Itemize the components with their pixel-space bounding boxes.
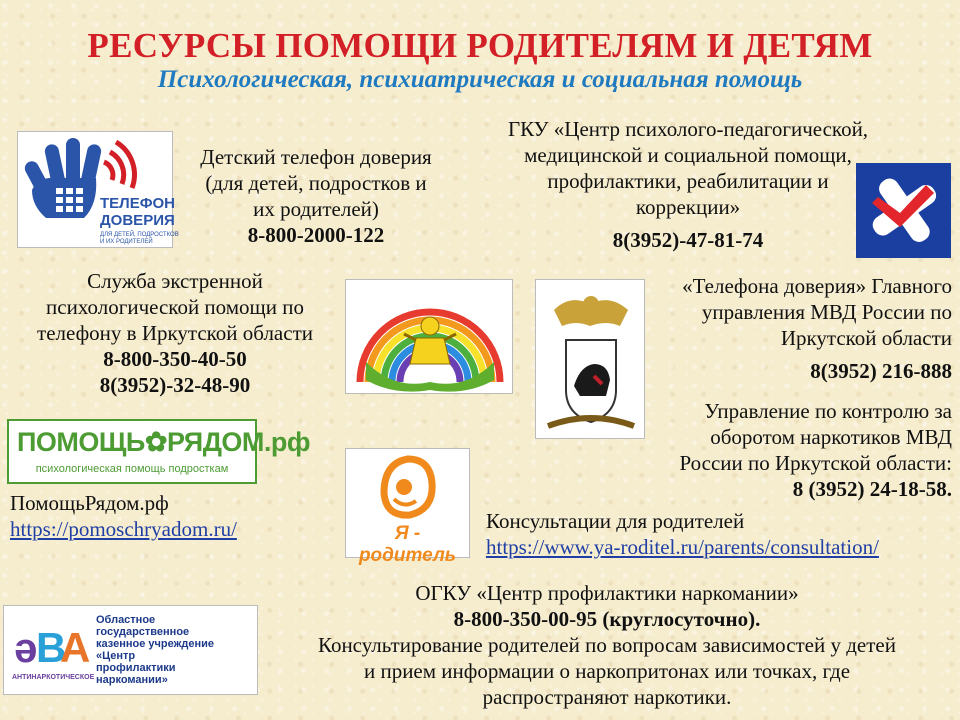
child-helpline-line1: Детский телефон доверия <box>200 145 432 169</box>
gku-center-line3: профилактики, реабилитации и <box>547 169 829 193</box>
ogku-logo-line2: государственное <box>96 626 190 638</box>
gku-center-line2: медицинской и социальной помощи, <box>524 143 852 167</box>
child-helpline-logo-caption2: И ИХ РОДИТЕЛЕЙ <box>100 239 153 245</box>
clover-icon: ✿ <box>144 427 167 457</box>
mvd-drugs-line3: России по Иркутской области: <box>679 451 952 475</box>
gku-center-phone: 8(3952)-47-81-74 <box>612 228 764 252</box>
ogku-logo-line4: «Центр <box>96 650 136 662</box>
child-helpline-line3: их родителей) <box>253 197 379 221</box>
ogku-phone: 8-800-350-00-95 (круглосуточно). <box>453 607 761 631</box>
gku-center-line1: ГКУ «Центр психолого-педагогической, <box>507 117 869 141</box>
ogku-desc2: и прием информации о наркопритонах или точках, где <box>363 659 851 683</box>
emergency-service-phone2: 8(3952)-32-48-90 <box>99 373 251 397</box>
ya-roditel-block <box>486 508 956 560</box>
child-helpline-logo-text1: ТЕЛЕФОН <box>100 195 175 212</box>
ogku-logo-caption: АНТИНАРКОТИЧЕСКОЕ <box>12 674 95 681</box>
svg-text:B: B <box>36 624 67 671</box>
emergency-service-line3: телефону в Иркутской области <box>37 321 313 345</box>
pomosh-ryadom-logo-caption: психологическая помощь подросткам <box>35 463 229 475</box>
gku-center-block <box>468 116 908 253</box>
ya-roditel-logo <box>345 448 470 566</box>
mvd-helpline-line1: «Телефона доверия» Главного <box>682 274 952 298</box>
page-title: РЕСУРСЫ ПОМОЩИ РОДИТЕЛЯМ И ДЕТЯМ <box>87 26 873 65</box>
child-helpline-phone: 8-800-2000-122 <box>247 223 385 247</box>
emergency-service-phone1: 8-800-350-40-50 <box>103 347 247 371</box>
hands-child-rainbow-icon <box>346 280 514 395</box>
pomosh-ryadom-logo-right: РЯДОМ.рф <box>166 427 311 457</box>
ya-roditel-link[interactable]: https://www.ya-roditel.ru/parents/consultation/ <box>486 535 879 559</box>
mvd-helpline-line3: Иркутской области <box>780 326 952 350</box>
emergency-service-logo <box>345 279 513 394</box>
child-helpline-block <box>176 144 456 248</box>
pomosh-ryadom-name: ПомощьРядом.рф <box>10 491 169 515</box>
pomosh-ryadom-logo-left: ПОМОЩЬ <box>17 427 145 457</box>
page-subtitle: Психологическая, психиатрическая и социальная помощь <box>157 66 803 93</box>
ogku-logo-line5: профилактики <box>96 662 176 674</box>
mvd-drugs-block <box>600 398 952 502</box>
pomosh-ryadom-logo <box>7 419 311 484</box>
ogku-logo-line6: наркомании» <box>96 674 168 686</box>
mvd-drugs-line1: Управление по контролю за <box>704 399 952 423</box>
pomosh-ryadom-block <box>10 490 330 542</box>
ya-roditel-logo-text: Я - родитель <box>358 523 457 566</box>
mvd-drugs-line2: оборотом наркотиков МВД <box>710 425 952 449</box>
pomosh-ryadom-link[interactable]: https://pomoschryadom.ru/ <box>10 517 237 541</box>
mvd-drugs-phone: 8 (3952) 24-18-58. <box>792 477 952 501</box>
emergency-service-line2: психологической помощи по <box>46 295 304 319</box>
mvd-helpline-phone: 8(3952) 216-888 <box>810 359 952 383</box>
ogku-logo-line3: казенное учреждение <box>96 638 214 650</box>
gku-center-line4: коррекции» <box>635 195 741 219</box>
ogku-logo-line1: Областное <box>96 614 156 626</box>
child-helpline-logo <box>17 131 179 248</box>
ya-roditel-label: Консультации для родителей <box>486 509 745 533</box>
ogku-block <box>262 580 952 710</box>
ogku-desc1: Консультирование родителей по вопросам зависимостей у детей <box>317 633 896 657</box>
mvd-helpline-block <box>600 273 952 384</box>
ogku-desc3: распространяют наркотики. <box>482 685 732 709</box>
gku-center-logo <box>856 163 951 258</box>
child-helpline-line2: (для детей, подростков и <box>205 171 427 195</box>
mvd-helpline-line2: управления МВД России по <box>701 300 952 324</box>
child-helpline-logo-caption1: ДЛЯ ДЕТЕЙ, ПОДРОСТКОВ <box>100 232 179 238</box>
parent-child-icon <box>346 449 471 529</box>
emergency-service-line1: Служба экстренной <box>87 269 263 293</box>
emergency-service-block <box>10 268 340 398</box>
medical-cross-icon <box>856 163 951 258</box>
child-helpline-logo-text2: ДОВЕРИЯ <box>100 212 175 229</box>
svg-text:ə: ə <box>14 624 38 671</box>
svg-text:A: A <box>60 624 91 671</box>
hand-phone-icon <box>18 132 179 249</box>
ogku-logo <box>3 605 258 695</box>
ogku-name: ОГКУ «Центр профилактики наркомании» <box>415 581 799 605</box>
